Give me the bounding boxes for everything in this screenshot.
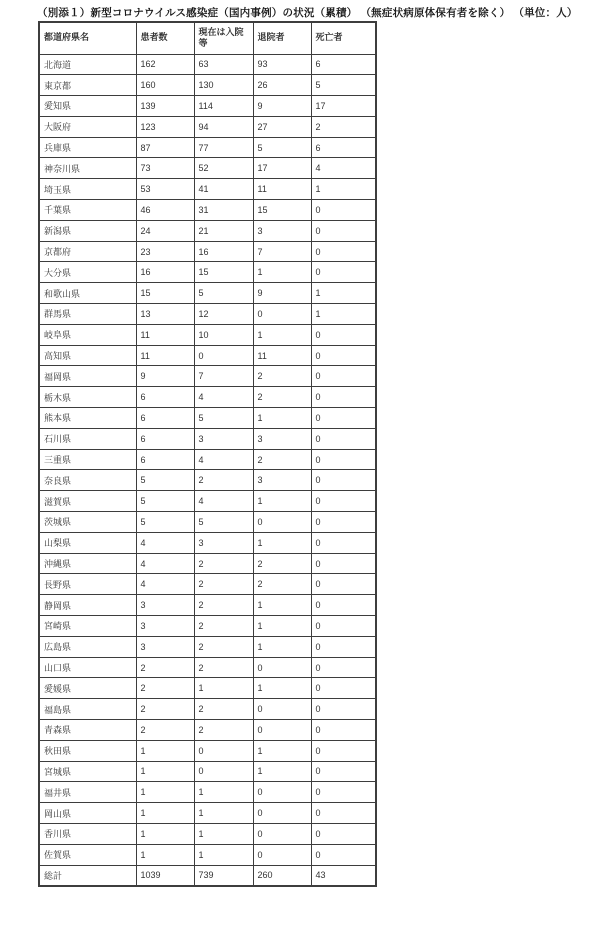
cell-prefecture: 福岡県 bbox=[39, 366, 136, 387]
cell-discharged: 2 bbox=[253, 387, 311, 408]
table-row bbox=[39, 823, 376, 844]
cell-prefecture: 奈良県 bbox=[39, 470, 136, 491]
cell-discharged: 0 bbox=[253, 803, 311, 824]
table-row bbox=[39, 241, 376, 262]
cell-prefecture: 岡山県 bbox=[39, 803, 136, 824]
cell-hospitalized: 2 bbox=[194, 574, 253, 595]
cell-hospitalized: 12 bbox=[194, 304, 253, 325]
cell-discharged: 3 bbox=[253, 220, 311, 241]
cell-discharged: 2 bbox=[253, 449, 311, 470]
cell-deaths: 0 bbox=[311, 512, 376, 533]
table-row bbox=[39, 512, 376, 533]
table-header-row bbox=[39, 22, 376, 54]
cell-hospitalized: 1 bbox=[194, 782, 253, 803]
table-row bbox=[39, 532, 376, 553]
cell-discharged: 1 bbox=[253, 408, 311, 429]
cell-discharged: 2 bbox=[253, 366, 311, 387]
cell-discharged: 15 bbox=[253, 200, 311, 221]
cell-hospitalized: 63 bbox=[194, 54, 253, 75]
prefecture-status-table bbox=[38, 21, 377, 887]
cell-prefecture: 静岡県 bbox=[39, 595, 136, 616]
cell-patients: 1039 bbox=[136, 865, 194, 886]
cell-patients: 5 bbox=[136, 491, 194, 512]
cell-deaths: 0 bbox=[311, 782, 376, 803]
cell-discharged: 0 bbox=[253, 657, 311, 678]
cell-patients: 3 bbox=[136, 595, 194, 616]
cell-patients: 4 bbox=[136, 532, 194, 553]
cell-deaths: 0 bbox=[311, 532, 376, 553]
cell-prefecture: 大阪府 bbox=[39, 116, 136, 137]
table-row bbox=[39, 96, 376, 117]
cell-deaths: 0 bbox=[311, 740, 376, 761]
cell-hospitalized: 5 bbox=[194, 283, 253, 304]
cell-patients: 5 bbox=[136, 470, 194, 491]
cell-prefecture: 青森県 bbox=[39, 720, 136, 741]
document-title: （別添１）新型コロナウイルス感染症（国内事例）の状況（累積） （無症状病原体保有者を除く） （単位：人） bbox=[37, 7, 578, 19]
table-row bbox=[39, 574, 376, 595]
cell-patients: 5 bbox=[136, 512, 194, 533]
cell-discharged: 93 bbox=[253, 54, 311, 75]
cell-hospitalized: 5 bbox=[194, 408, 253, 429]
cell-prefecture: 北海道 bbox=[39, 54, 136, 75]
cell-prefecture: 福井県 bbox=[39, 782, 136, 803]
table-row bbox=[39, 740, 376, 761]
cell-deaths: 0 bbox=[311, 449, 376, 470]
cell-discharged: 0 bbox=[253, 782, 311, 803]
cell-hospitalized: 4 bbox=[194, 387, 253, 408]
cell-hospitalized: 1 bbox=[194, 803, 253, 824]
cell-patients: 15 bbox=[136, 283, 194, 304]
cell-discharged: 1 bbox=[253, 740, 311, 761]
column-header-prefecture: 都道府県名 bbox=[39, 22, 136, 54]
column-header-hospitalized: 現在は入院等 bbox=[194, 22, 253, 54]
cell-discharged: 1 bbox=[253, 491, 311, 512]
cell-patients: 23 bbox=[136, 241, 194, 262]
cell-prefecture: 広島県 bbox=[39, 636, 136, 657]
cell-discharged: 2 bbox=[253, 574, 311, 595]
cell-prefecture: 宮崎県 bbox=[39, 616, 136, 637]
cell-hospitalized: 2 bbox=[194, 636, 253, 657]
cell-hospitalized: 15 bbox=[194, 262, 253, 283]
cell-hospitalized: 1 bbox=[194, 678, 253, 699]
cell-patients: 13 bbox=[136, 304, 194, 325]
cell-hospitalized: 3 bbox=[194, 428, 253, 449]
table-row bbox=[39, 408, 376, 429]
cell-deaths: 0 bbox=[311, 844, 376, 865]
cell-patients: 3 bbox=[136, 636, 194, 657]
cell-deaths: 0 bbox=[311, 595, 376, 616]
cell-deaths: 2 bbox=[311, 116, 376, 137]
cell-prefecture: 茨城県 bbox=[39, 512, 136, 533]
table-row bbox=[39, 387, 376, 408]
cell-hospitalized: 94 bbox=[194, 116, 253, 137]
cell-prefecture: 沖縄県 bbox=[39, 553, 136, 574]
cell-discharged: 5 bbox=[253, 137, 311, 158]
cell-deaths: 0 bbox=[311, 220, 376, 241]
cell-deaths: 1 bbox=[311, 304, 376, 325]
cell-discharged: 1 bbox=[253, 761, 311, 782]
cell-prefecture: 愛媛県 bbox=[39, 678, 136, 699]
cell-deaths: 0 bbox=[311, 657, 376, 678]
cell-hospitalized: 16 bbox=[194, 241, 253, 262]
cell-deaths: 5 bbox=[311, 75, 376, 96]
table-row bbox=[39, 366, 376, 387]
table-row bbox=[39, 116, 376, 137]
table-row bbox=[39, 782, 376, 803]
cell-prefecture: 高知県 bbox=[39, 345, 136, 366]
table-row bbox=[39, 137, 376, 158]
cell-deaths: 0 bbox=[311, 470, 376, 491]
cell-deaths: 0 bbox=[311, 241, 376, 262]
cell-hospitalized: 1 bbox=[194, 823, 253, 844]
cell-hospitalized: 31 bbox=[194, 200, 253, 221]
cell-deaths: 0 bbox=[311, 761, 376, 782]
cell-deaths: 0 bbox=[311, 574, 376, 595]
cell-prefecture: 熊本県 bbox=[39, 408, 136, 429]
cell-patients: 11 bbox=[136, 345, 194, 366]
table-row bbox=[39, 470, 376, 491]
cell-deaths: 0 bbox=[311, 699, 376, 720]
cell-hospitalized: 2 bbox=[194, 595, 253, 616]
cell-discharged: 0 bbox=[253, 720, 311, 741]
cell-deaths: 4 bbox=[311, 158, 376, 179]
cell-hospitalized: 7 bbox=[194, 366, 253, 387]
cell-patients: 1 bbox=[136, 844, 194, 865]
cell-patients: 2 bbox=[136, 657, 194, 678]
cell-prefecture: 総計 bbox=[39, 865, 136, 886]
cell-patients: 16 bbox=[136, 262, 194, 283]
cell-discharged: 260 bbox=[253, 865, 311, 886]
table-row bbox=[39, 553, 376, 574]
cell-prefecture: 秋田県 bbox=[39, 740, 136, 761]
table-row bbox=[39, 75, 376, 96]
cell-prefecture: 滋賀県 bbox=[39, 491, 136, 512]
cell-prefecture: 神奈川県 bbox=[39, 158, 136, 179]
cell-deaths: 0 bbox=[311, 366, 376, 387]
cell-prefecture: 愛知県 bbox=[39, 96, 136, 117]
cell-deaths: 0 bbox=[311, 491, 376, 512]
cell-discharged: 26 bbox=[253, 75, 311, 96]
cell-discharged: 0 bbox=[253, 844, 311, 865]
table-row bbox=[39, 657, 376, 678]
cell-prefecture: 山梨県 bbox=[39, 532, 136, 553]
cell-prefecture: 和歌山県 bbox=[39, 283, 136, 304]
cell-discharged: 3 bbox=[253, 470, 311, 491]
cell-patients: 2 bbox=[136, 720, 194, 741]
cell-prefecture: 新潟県 bbox=[39, 220, 136, 241]
cell-patients: 2 bbox=[136, 678, 194, 699]
cell-deaths: 0 bbox=[311, 428, 376, 449]
cell-hospitalized: 2 bbox=[194, 616, 253, 637]
cell-deaths: 0 bbox=[311, 803, 376, 824]
table-row bbox=[39, 345, 376, 366]
cell-deaths: 6 bbox=[311, 54, 376, 75]
cell-hospitalized: 4 bbox=[194, 491, 253, 512]
cell-prefecture: 香川県 bbox=[39, 823, 136, 844]
cell-prefecture: 佐賀県 bbox=[39, 844, 136, 865]
cell-discharged: 0 bbox=[253, 823, 311, 844]
cell-discharged: 1 bbox=[253, 678, 311, 699]
cell-discharged: 1 bbox=[253, 616, 311, 637]
cell-prefecture: 山口県 bbox=[39, 657, 136, 678]
cell-hospitalized: 1 bbox=[194, 844, 253, 865]
cell-deaths: 0 bbox=[311, 636, 376, 657]
cell-patients: 1 bbox=[136, 823, 194, 844]
cell-patients: 73 bbox=[136, 158, 194, 179]
cell-discharged: 11 bbox=[253, 179, 311, 200]
cell-prefecture: 栃木県 bbox=[39, 387, 136, 408]
cell-discharged: 3 bbox=[253, 428, 311, 449]
table-row-total bbox=[39, 865, 376, 886]
table-row bbox=[39, 179, 376, 200]
cell-patients: 160 bbox=[136, 75, 194, 96]
cell-deaths: 17 bbox=[311, 96, 376, 117]
cell-hospitalized: 0 bbox=[194, 740, 253, 761]
cell-prefecture: 兵庫県 bbox=[39, 137, 136, 158]
cell-discharged: 17 bbox=[253, 158, 311, 179]
column-header-deaths: 死亡者 bbox=[311, 22, 376, 54]
cell-deaths: 1 bbox=[311, 283, 376, 304]
table-row bbox=[39, 158, 376, 179]
cell-discharged: 0 bbox=[253, 304, 311, 325]
cell-deaths: 0 bbox=[311, 720, 376, 741]
cell-deaths: 43 bbox=[311, 865, 376, 886]
table-row bbox=[39, 720, 376, 741]
cell-deaths: 0 bbox=[311, 616, 376, 637]
cell-deaths: 0 bbox=[311, 553, 376, 574]
cell-patients: 53 bbox=[136, 179, 194, 200]
cell-hospitalized: 0 bbox=[194, 761, 253, 782]
cell-hospitalized: 0 bbox=[194, 345, 253, 366]
cell-patients: 6 bbox=[136, 387, 194, 408]
table-row bbox=[39, 200, 376, 221]
cell-discharged: 2 bbox=[253, 553, 311, 574]
cell-patients: 1 bbox=[136, 740, 194, 761]
cell-hospitalized: 739 bbox=[194, 865, 253, 886]
cell-deaths: 0 bbox=[311, 678, 376, 699]
cell-patients: 6 bbox=[136, 428, 194, 449]
cell-discharged: 0 bbox=[253, 699, 311, 720]
cell-prefecture: 三重県 bbox=[39, 449, 136, 470]
cell-hospitalized: 41 bbox=[194, 179, 253, 200]
cell-prefecture: 埼玉県 bbox=[39, 179, 136, 200]
table-row bbox=[39, 699, 376, 720]
table-row bbox=[39, 595, 376, 616]
cell-deaths: 6 bbox=[311, 137, 376, 158]
cell-hospitalized: 2 bbox=[194, 470, 253, 491]
cell-prefecture: 宮城県 bbox=[39, 761, 136, 782]
table-row bbox=[39, 324, 376, 345]
cell-deaths: 0 bbox=[311, 823, 376, 844]
cell-patients: 46 bbox=[136, 200, 194, 221]
table-row bbox=[39, 220, 376, 241]
cell-patients: 11 bbox=[136, 324, 194, 345]
cell-discharged: 9 bbox=[253, 283, 311, 304]
table-row bbox=[39, 262, 376, 283]
cell-hospitalized: 77 bbox=[194, 137, 253, 158]
cell-discharged: 1 bbox=[253, 324, 311, 345]
cell-prefecture: 福島県 bbox=[39, 699, 136, 720]
cell-patients: 139 bbox=[136, 96, 194, 117]
table-row bbox=[39, 54, 376, 75]
table-row bbox=[39, 449, 376, 470]
cell-prefecture: 東京都 bbox=[39, 75, 136, 96]
cell-patients: 6 bbox=[136, 408, 194, 429]
cell-hospitalized: 5 bbox=[194, 512, 253, 533]
table-row bbox=[39, 304, 376, 325]
cell-hospitalized: 21 bbox=[194, 220, 253, 241]
cell-prefecture: 千葉県 bbox=[39, 200, 136, 221]
cell-patients: 6 bbox=[136, 449, 194, 470]
cell-hospitalized: 2 bbox=[194, 720, 253, 741]
cell-discharged: 1 bbox=[253, 636, 311, 657]
cell-discharged: 11 bbox=[253, 345, 311, 366]
cell-prefecture: 石川県 bbox=[39, 428, 136, 449]
table-row bbox=[39, 803, 376, 824]
cell-deaths: 0 bbox=[311, 200, 376, 221]
cell-patients: 1 bbox=[136, 803, 194, 824]
cell-hospitalized: 114 bbox=[194, 96, 253, 117]
column-header-patients: 患者数 bbox=[136, 22, 194, 54]
column-header-discharged: 退院者 bbox=[253, 22, 311, 54]
table-row bbox=[39, 636, 376, 657]
cell-patients: 87 bbox=[136, 137, 194, 158]
table-row bbox=[39, 283, 376, 304]
cell-patients: 2 bbox=[136, 699, 194, 720]
cell-discharged: 7 bbox=[253, 241, 311, 262]
cell-deaths: 0 bbox=[311, 387, 376, 408]
cell-prefecture: 大分県 bbox=[39, 262, 136, 283]
cell-hospitalized: 2 bbox=[194, 657, 253, 678]
cell-deaths: 0 bbox=[311, 262, 376, 283]
cell-deaths: 0 bbox=[311, 324, 376, 345]
cell-patients: 4 bbox=[136, 574, 194, 595]
cell-hospitalized: 4 bbox=[194, 449, 253, 470]
table-row bbox=[39, 844, 376, 865]
cell-patients: 1 bbox=[136, 761, 194, 782]
cell-discharged: 1 bbox=[253, 262, 311, 283]
cell-patients: 162 bbox=[136, 54, 194, 75]
cell-hospitalized: 130 bbox=[194, 75, 253, 96]
cell-discharged: 27 bbox=[253, 116, 311, 137]
cell-hospitalized: 10 bbox=[194, 324, 253, 345]
cell-discharged: 1 bbox=[253, 595, 311, 616]
table-row bbox=[39, 678, 376, 699]
cell-hospitalized: 3 bbox=[194, 532, 253, 553]
cell-deaths: 0 bbox=[311, 408, 376, 429]
cell-patients: 3 bbox=[136, 616, 194, 637]
cell-discharged: 9 bbox=[253, 96, 311, 117]
cell-patients: 1 bbox=[136, 782, 194, 803]
table-row bbox=[39, 616, 376, 637]
table-row bbox=[39, 428, 376, 449]
cell-prefecture: 岐阜県 bbox=[39, 324, 136, 345]
cell-hospitalized: 2 bbox=[194, 699, 253, 720]
cell-deaths: 0 bbox=[311, 345, 376, 366]
cell-prefecture: 京都府 bbox=[39, 241, 136, 262]
cell-deaths: 1 bbox=[311, 179, 376, 200]
cell-prefecture: 長野県 bbox=[39, 574, 136, 595]
table-row bbox=[39, 491, 376, 512]
cell-patients: 123 bbox=[136, 116, 194, 137]
cell-patients: 24 bbox=[136, 220, 194, 241]
cell-patients: 9 bbox=[136, 366, 194, 387]
cell-hospitalized: 52 bbox=[194, 158, 253, 179]
cell-patients: 4 bbox=[136, 553, 194, 574]
cell-prefecture: 群馬県 bbox=[39, 304, 136, 325]
cell-discharged: 0 bbox=[253, 512, 311, 533]
table-row bbox=[39, 761, 376, 782]
cell-hospitalized: 2 bbox=[194, 553, 253, 574]
cell-discharged: 1 bbox=[253, 532, 311, 553]
